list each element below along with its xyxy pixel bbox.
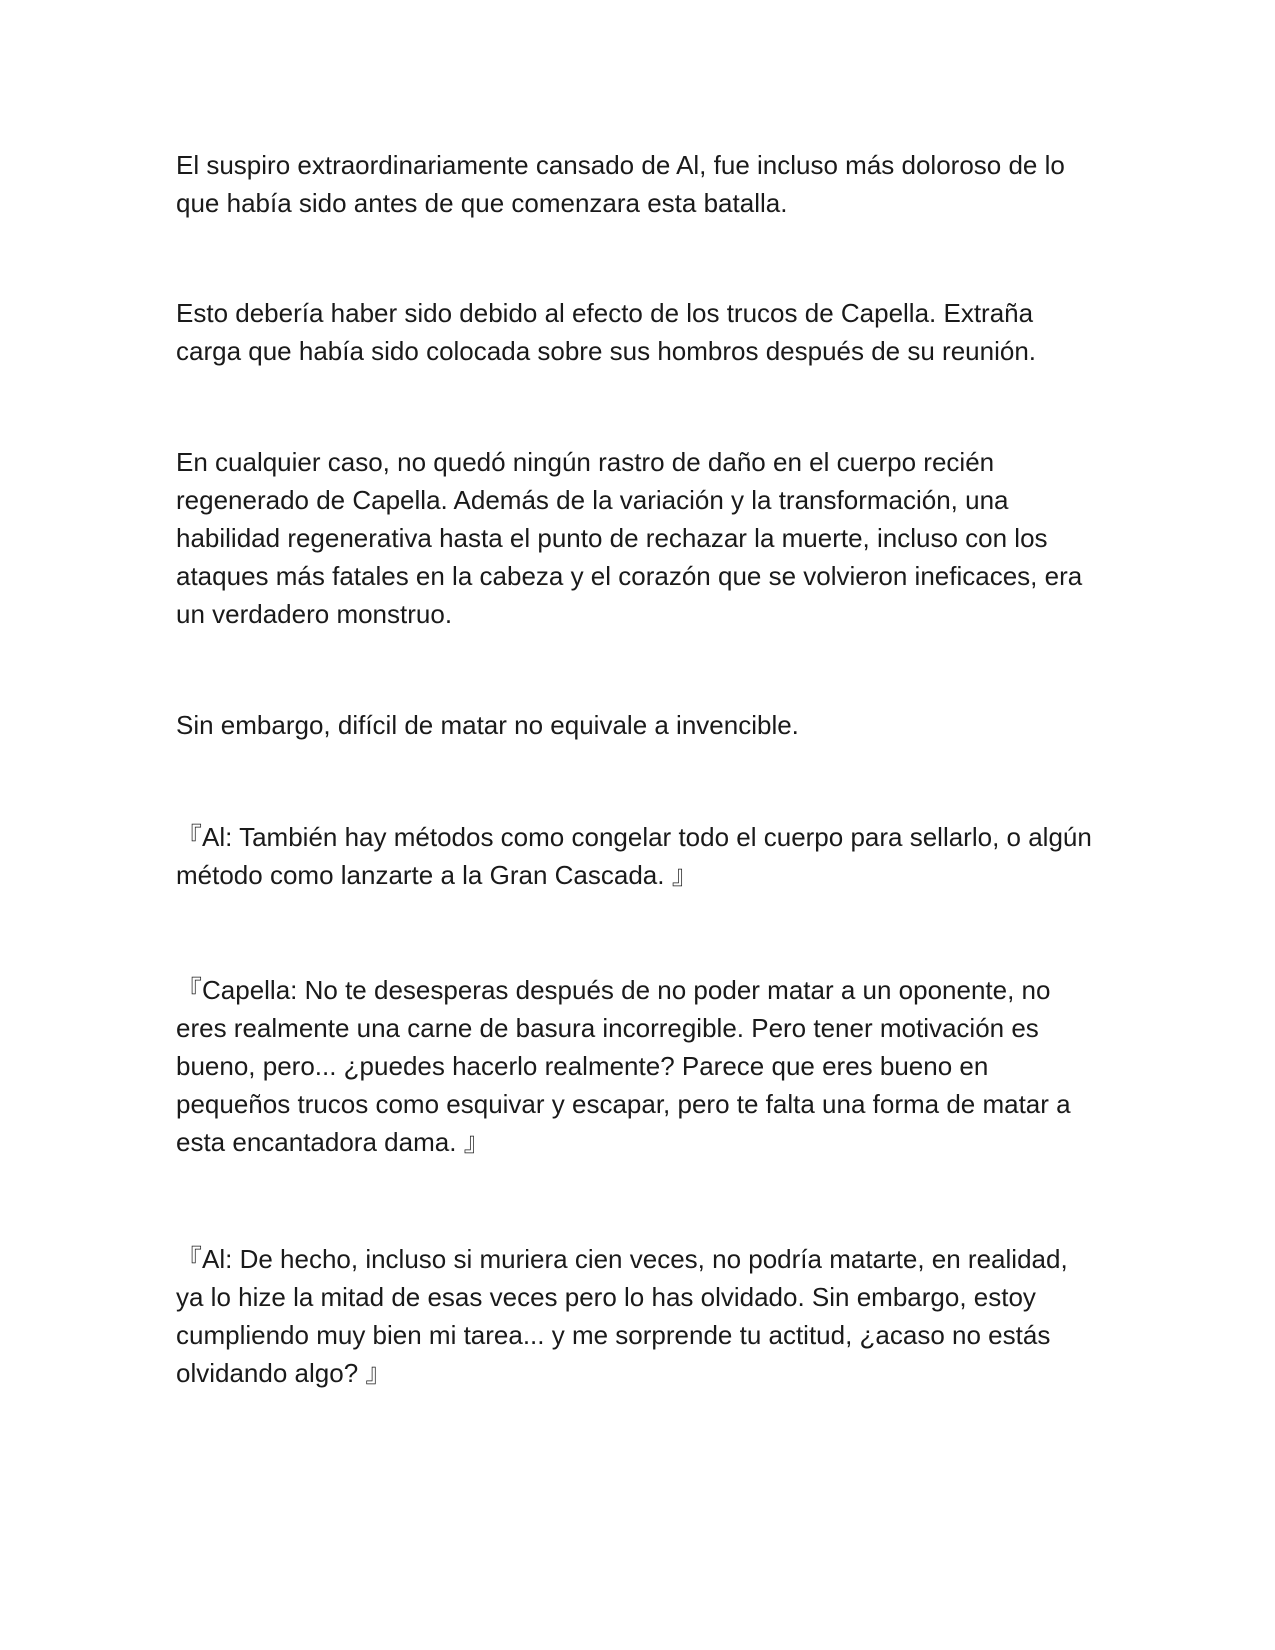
paragraph-narration-4: Sin embargo, difícil de matar no equivale a invencible. — [176, 710, 799, 740]
dialogue-al-1: 『Al: También hay métodos como congelar todo el cuerpo para sellarlo, o algún método como lanzarte a la Gran Cascada. 』 — [176, 822, 1092, 890]
paragraph-narration-2: Esto debería haber sido debido al efecto de los trucos de Capella. Extraña carga que había sido colocada sobre sus hombros después de su reunión. — [176, 298, 1037, 366]
dialogue-al-2: 『Al: De hecho, incluso si muriera cien veces, no podría matarte, en realidad, ya lo hize la mitad de esas veces pero lo has olvidado. Sin embargo, estoy cumpliendo muy bien mi tarea... y me sorprende tu actitud, ¿acaso no estás olvidando algo? 』 — [176, 1244, 1068, 1388]
dialogue-capella-1: 『Capella: No te desesperas después de no poder matar a un oponente, no eres realmente una carne de basura incorregible. Pero tener motivación es bueno, pero... ¿puedes hacerlo realmente? Parece que eres bueno en pequeños trucos como esquivar y escapar, pero te falta una forma de matar a esta encantadora dama. 』 — [176, 975, 1071, 1157]
paragraph-narration-3: En cualquier caso, no quedó ningún rastro de daño en el cuerpo recién regenerado de Capella. Además de la variación y la transformación, una habilidad regenerativa hasta el punto de rechazar la muerte, incluso con los ataques más fatales en la cabeza y el corazón que se volvieron ineficaces, era un verdadero monstruo. — [176, 447, 1083, 629]
paragraph-narration-1: El suspiro extraordinariamente cansado de Al, fue incluso más doloroso de lo que había sido antes de que comenzara esta batalla. — [176, 150, 1065, 218]
